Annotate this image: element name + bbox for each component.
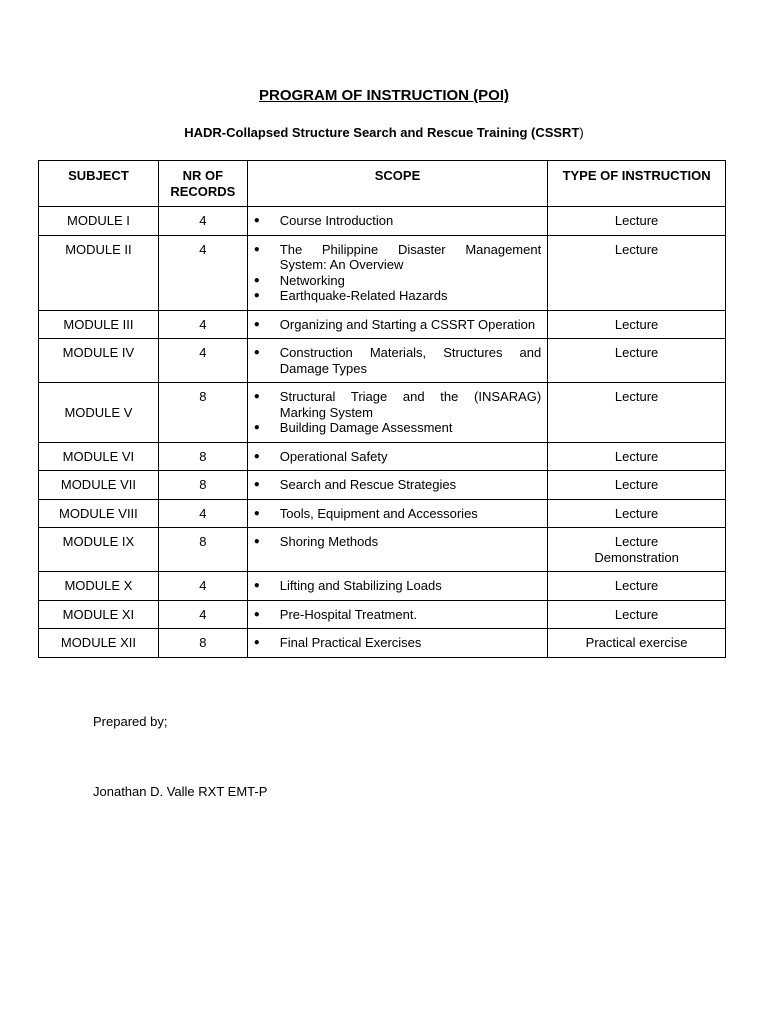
scope-item-text: Shoring Methods: [279, 534, 379, 549]
cell-type: [548, 499, 726, 528]
scope-item: [254, 607, 541, 623]
cell-subject: MODULE V: [39, 383, 159, 443]
table-row: [39, 383, 726, 443]
type-line: Lecture: [614, 505, 659, 521]
cell-subject: MODULE VII: [39, 471, 159, 500]
cell-subject: MODULE IV: [39, 339, 159, 383]
cell-type: [548, 629, 726, 658]
cell-type: [548, 442, 726, 471]
scope-item: [254, 273, 541, 289]
header-records: [158, 161, 247, 207]
type-line: Lecture: [614, 213, 659, 228]
scope-item: [254, 213, 541, 229]
cell-scope: [247, 600, 547, 629]
table-row: [39, 235, 726, 310]
table-row: [39, 572, 726, 601]
bullet-icon: ●: [253, 274, 260, 286]
bullet-icon: ●: [253, 215, 260, 226]
bullet-icon: ●: [253, 347, 260, 358]
bullet-icon: ●: [253, 243, 260, 255]
scope-item: [254, 635, 541, 651]
bullet-icon: ●: [253, 391, 260, 402]
scope-item-text: Tools, Equipment and Accessories: [279, 505, 478, 521]
cell-records: 4: [158, 572, 247, 601]
cell-subject: MODULE XII: [39, 629, 159, 658]
cell-records: 4: [158, 235, 247, 310]
scope-list: [254, 213, 541, 229]
type-line: Lecture: [614, 534, 659, 549]
cell-subject: MODULE II: [39, 235, 159, 310]
cell-type: [548, 600, 726, 629]
cell-type: [548, 339, 726, 383]
bullet-icon: ●: [253, 608, 260, 620]
table-row: [39, 600, 726, 629]
cell-records: 4: [158, 207, 247, 236]
scope-item: [254, 477, 541, 493]
type-line: Lecture: [614, 316, 659, 332]
table-row: [39, 339, 726, 383]
header-records-line1: NR OF: [182, 168, 224, 183]
cell-subject: MODULE III: [39, 310, 159, 339]
scope-item: [254, 345, 541, 376]
cell-subject: MODULE IX: [39, 528, 159, 572]
bullet-icon: ●: [253, 422, 260, 433]
scope-item: [254, 506, 541, 522]
scope-list: [254, 506, 541, 522]
cell-subject: MODULE VIII: [39, 499, 159, 528]
cell-records: 8: [158, 442, 247, 471]
scope-list: [254, 534, 541, 550]
cell-scope: [247, 572, 547, 601]
signatory-name: Jonathan D. Valle RXT EMT-P: [93, 784, 268, 799]
scope-list: [254, 635, 541, 651]
cell-records: 4: [158, 310, 247, 339]
table-row: [39, 471, 726, 500]
cell-records: 4: [158, 499, 247, 528]
scope-item-text: The Philippine Disaster Management System: An Overview: [279, 241, 542, 272]
type-line: Lecture: [614, 477, 659, 492]
table-row: [39, 499, 726, 528]
cell-scope: [247, 629, 547, 658]
scope-list: [254, 477, 541, 493]
cell-type: [548, 528, 726, 572]
scope-item-text: Final Practical Exercises: [279, 635, 422, 650]
prepared-by-label: Prepared by;: [93, 714, 168, 729]
bullet-icon: ●: [253, 318, 260, 330]
scope-item-text: Search and Rescue Strategies: [279, 477, 457, 492]
cell-subject: MODULE VI: [39, 442, 159, 471]
scope-list: [254, 389, 541, 436]
cell-records: 8: [158, 471, 247, 500]
cell-scope: [247, 471, 547, 500]
scope-item: [254, 288, 541, 304]
cell-scope: [247, 383, 547, 443]
type-line: Practical exercise: [585, 635, 688, 650]
cell-type: [548, 572, 726, 601]
bullet-icon: ●: [253, 450, 260, 462]
type-line: Lecture: [614, 448, 659, 464]
header-scope: SCOPE: [247, 161, 547, 207]
subtitle-main: HADR-Collapsed Structure Search and Rescue Training (CSSRT: [184, 125, 580, 140]
cell-scope: [247, 235, 547, 310]
header-subject: SUBJECT: [39, 161, 159, 207]
cell-records: 8: [158, 629, 247, 658]
scope-item: [254, 534, 541, 550]
bullet-icon: ●: [253, 507, 260, 519]
scope-item: [254, 389, 541, 420]
bullet-icon: ●: [253, 637, 260, 648]
poi-table: [38, 160, 726, 658]
scope-list: [254, 607, 541, 623]
scope-item-text: Structural Triage and the (INSARAG) Marking System: [279, 389, 542, 420]
table-row: [39, 528, 726, 572]
cell-records: 8: [158, 383, 247, 443]
cell-type: [548, 383, 726, 443]
cell-type: [548, 310, 726, 339]
cell-records: 4: [158, 339, 247, 383]
table-row: [39, 207, 726, 236]
scope-list: [254, 317, 541, 333]
cell-scope: [247, 528, 547, 572]
cell-scope: [247, 339, 547, 383]
table-body: [39, 207, 726, 658]
type-line: Lecture: [614, 241, 659, 257]
table-header-row: [39, 161, 726, 207]
scope-item-text: Building Damage Assessment: [279, 420, 453, 435]
scope-item: [254, 449, 541, 465]
scope-item-text: Course Introduction: [279, 213, 394, 228]
type-line: Lecture: [614, 606, 659, 622]
type-line: Lecture: [614, 578, 659, 593]
scope-list: [254, 578, 541, 594]
scope-item-text: Operational Safety: [279, 448, 388, 464]
header-type: TYPE OF INSTRUCTION: [548, 161, 726, 207]
scope-item-text: Pre-Hospital Treatment.: [279, 606, 418, 622]
scope-list: [254, 345, 541, 376]
cell-type: [548, 471, 726, 500]
scope-item: [254, 578, 541, 594]
page-subtitle: [0, 125, 768, 140]
cell-scope: [247, 499, 547, 528]
cell-type: [548, 235, 726, 310]
cell-subject: MODULE XI: [39, 600, 159, 629]
table-row: [39, 629, 726, 658]
bullet-icon: ●: [253, 290, 260, 301]
scope-item: [254, 420, 541, 436]
cell-subject: MODULE X: [39, 572, 159, 601]
scope-item: [254, 242, 541, 273]
cell-type: [548, 207, 726, 236]
cell-records: 4: [158, 600, 247, 629]
type-line: Lecture: [614, 345, 659, 360]
page-title: PROGRAM OF INSTRUCTION (POI): [259, 87, 509, 104]
cell-scope: [247, 310, 547, 339]
scope-item-text: Lifting and Stabilizing Loads: [279, 578, 442, 593]
scope-item-text: Earthquake-Related Hazards: [279, 288, 448, 303]
cell-records: 8: [158, 528, 247, 572]
table-row: [39, 442, 726, 471]
scope-item-text: Networking: [279, 272, 345, 288]
bullet-icon: ●: [253, 536, 260, 547]
table-row: [39, 310, 726, 339]
cell-scope: [247, 442, 547, 471]
bullet-icon: ●: [253, 580, 260, 591]
scope-list: [254, 242, 541, 304]
type-line: Demonstration: [594, 549, 679, 565]
header-records-line2: RECORDS: [170, 183, 236, 199]
scope-item-text: Organizing and Starting a CSSRT Operation: [279, 316, 536, 332]
type-line: Lecture: [614, 389, 659, 404]
cell-scope: [247, 207, 547, 236]
bullet-icon: ●: [253, 479, 260, 490]
scope-item: [254, 317, 541, 333]
scope-item-text: Construction Materials, Structures and Damage Types: [279, 345, 542, 376]
cell-subject: MODULE I: [39, 207, 159, 236]
scope-list: [254, 449, 541, 465]
subtitle-paren: ): [579, 125, 584, 140]
